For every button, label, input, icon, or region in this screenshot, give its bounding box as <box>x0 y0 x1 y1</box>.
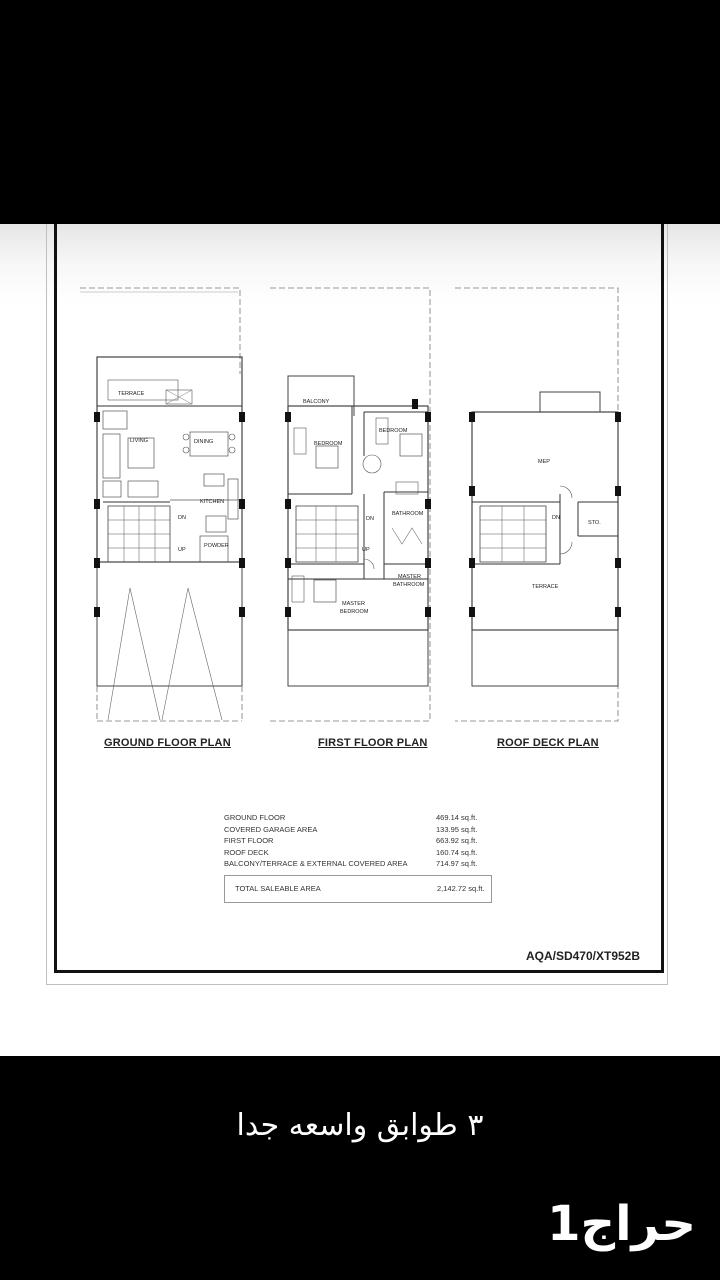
first-floor-plan-title: FIRST FLOOR PLAN <box>318 737 428 749</box>
first-master-bath-label-2: BATHROOM <box>393 582 425 588</box>
first-floor-plan <box>270 288 431 721</box>
first-bedroom2-label: BEDROOM <box>379 428 408 434</box>
area-value: 714.97 sq.ft. <box>436 859 478 869</box>
total-area-label: TOTAL SALEABLE AREA <box>235 884 321 893</box>
first-balcony-label: BALCONY <box>303 399 330 405</box>
area-label: FIRST FLOOR <box>224 836 274 846</box>
area-row <box>224 835 492 847</box>
first-bedroom1-label: BEDROOM <box>314 441 343 447</box>
area-label: BALCONY/TERRACE & EXTERNAL COVERED AREA <box>224 859 408 869</box>
area-value: 469.14 sq.ft. <box>436 813 478 822</box>
total-area-box <box>224 875 492 903</box>
area-value: 663.92 sq.ft. <box>436 836 478 846</box>
ground-terrace-label: TERRACE <box>118 391 145 397</box>
area-label: GROUND FLOOR <box>224 813 286 822</box>
ground-dn-label: DN <box>178 515 186 521</box>
area-label: ROOF DECK <box>224 847 269 857</box>
first-master-bed-label-2: BEDROOM <box>340 609 369 615</box>
ground-powder-label: POWDER <box>204 543 229 549</box>
area-label: COVERED GARAGE AREA <box>224 824 318 834</box>
area-row <box>224 824 492 836</box>
roof-deck-plan-title: ROOF DECK PLAN <box>497 737 599 749</box>
floor-plan-sheet <box>0 224 720 1056</box>
area-schedule <box>224 812 492 870</box>
first-master-bed-label-1: MASTER <box>342 601 365 607</box>
roof-deck-plan <box>455 288 621 721</box>
top-black-bar <box>0 0 720 224</box>
ground-up-label: UP <box>178 547 186 553</box>
floor-plans-drawing <box>0 224 720 1056</box>
area-row <box>224 858 492 870</box>
first-dn-label: DN <box>366 516 374 522</box>
ground-floor-plan <box>80 288 245 721</box>
ground-living-label: LIVING <box>130 438 149 444</box>
total-area-value: 2,142.72 sq.ft. <box>437 884 485 893</box>
first-bathroom-label: BATHROOM <box>392 511 424 517</box>
roof-mep-label: MEP <box>538 459 550 465</box>
area-row <box>224 812 492 824</box>
roof-dn-label: DN <box>552 515 560 521</box>
drawing-reference: AQA/SD470/XT952B <box>525 949 640 963</box>
first-master-bath-label-1: MASTER <box>398 574 421 580</box>
ground-floor-plan-title: GROUND FLOOR PLAN <box>104 737 231 749</box>
arabic-caption: ٣ طوابق واسعه جدا <box>236 1108 484 1143</box>
area-value: 133.95 sq.ft. <box>436 824 478 834</box>
ground-kitchen-label: KITCHEN <box>200 499 225 505</box>
roof-terrace-label: TERRACE <box>532 584 559 590</box>
first-up-label: UP <box>362 547 370 553</box>
area-value: 160.74 sq.ft. <box>436 847 478 857</box>
ground-dining-label: DINING <box>194 439 214 445</box>
area-row <box>224 847 492 859</box>
haraj-watermark: حراج1 <box>547 1196 696 1252</box>
roof-sto-label: STO. <box>588 520 601 526</box>
